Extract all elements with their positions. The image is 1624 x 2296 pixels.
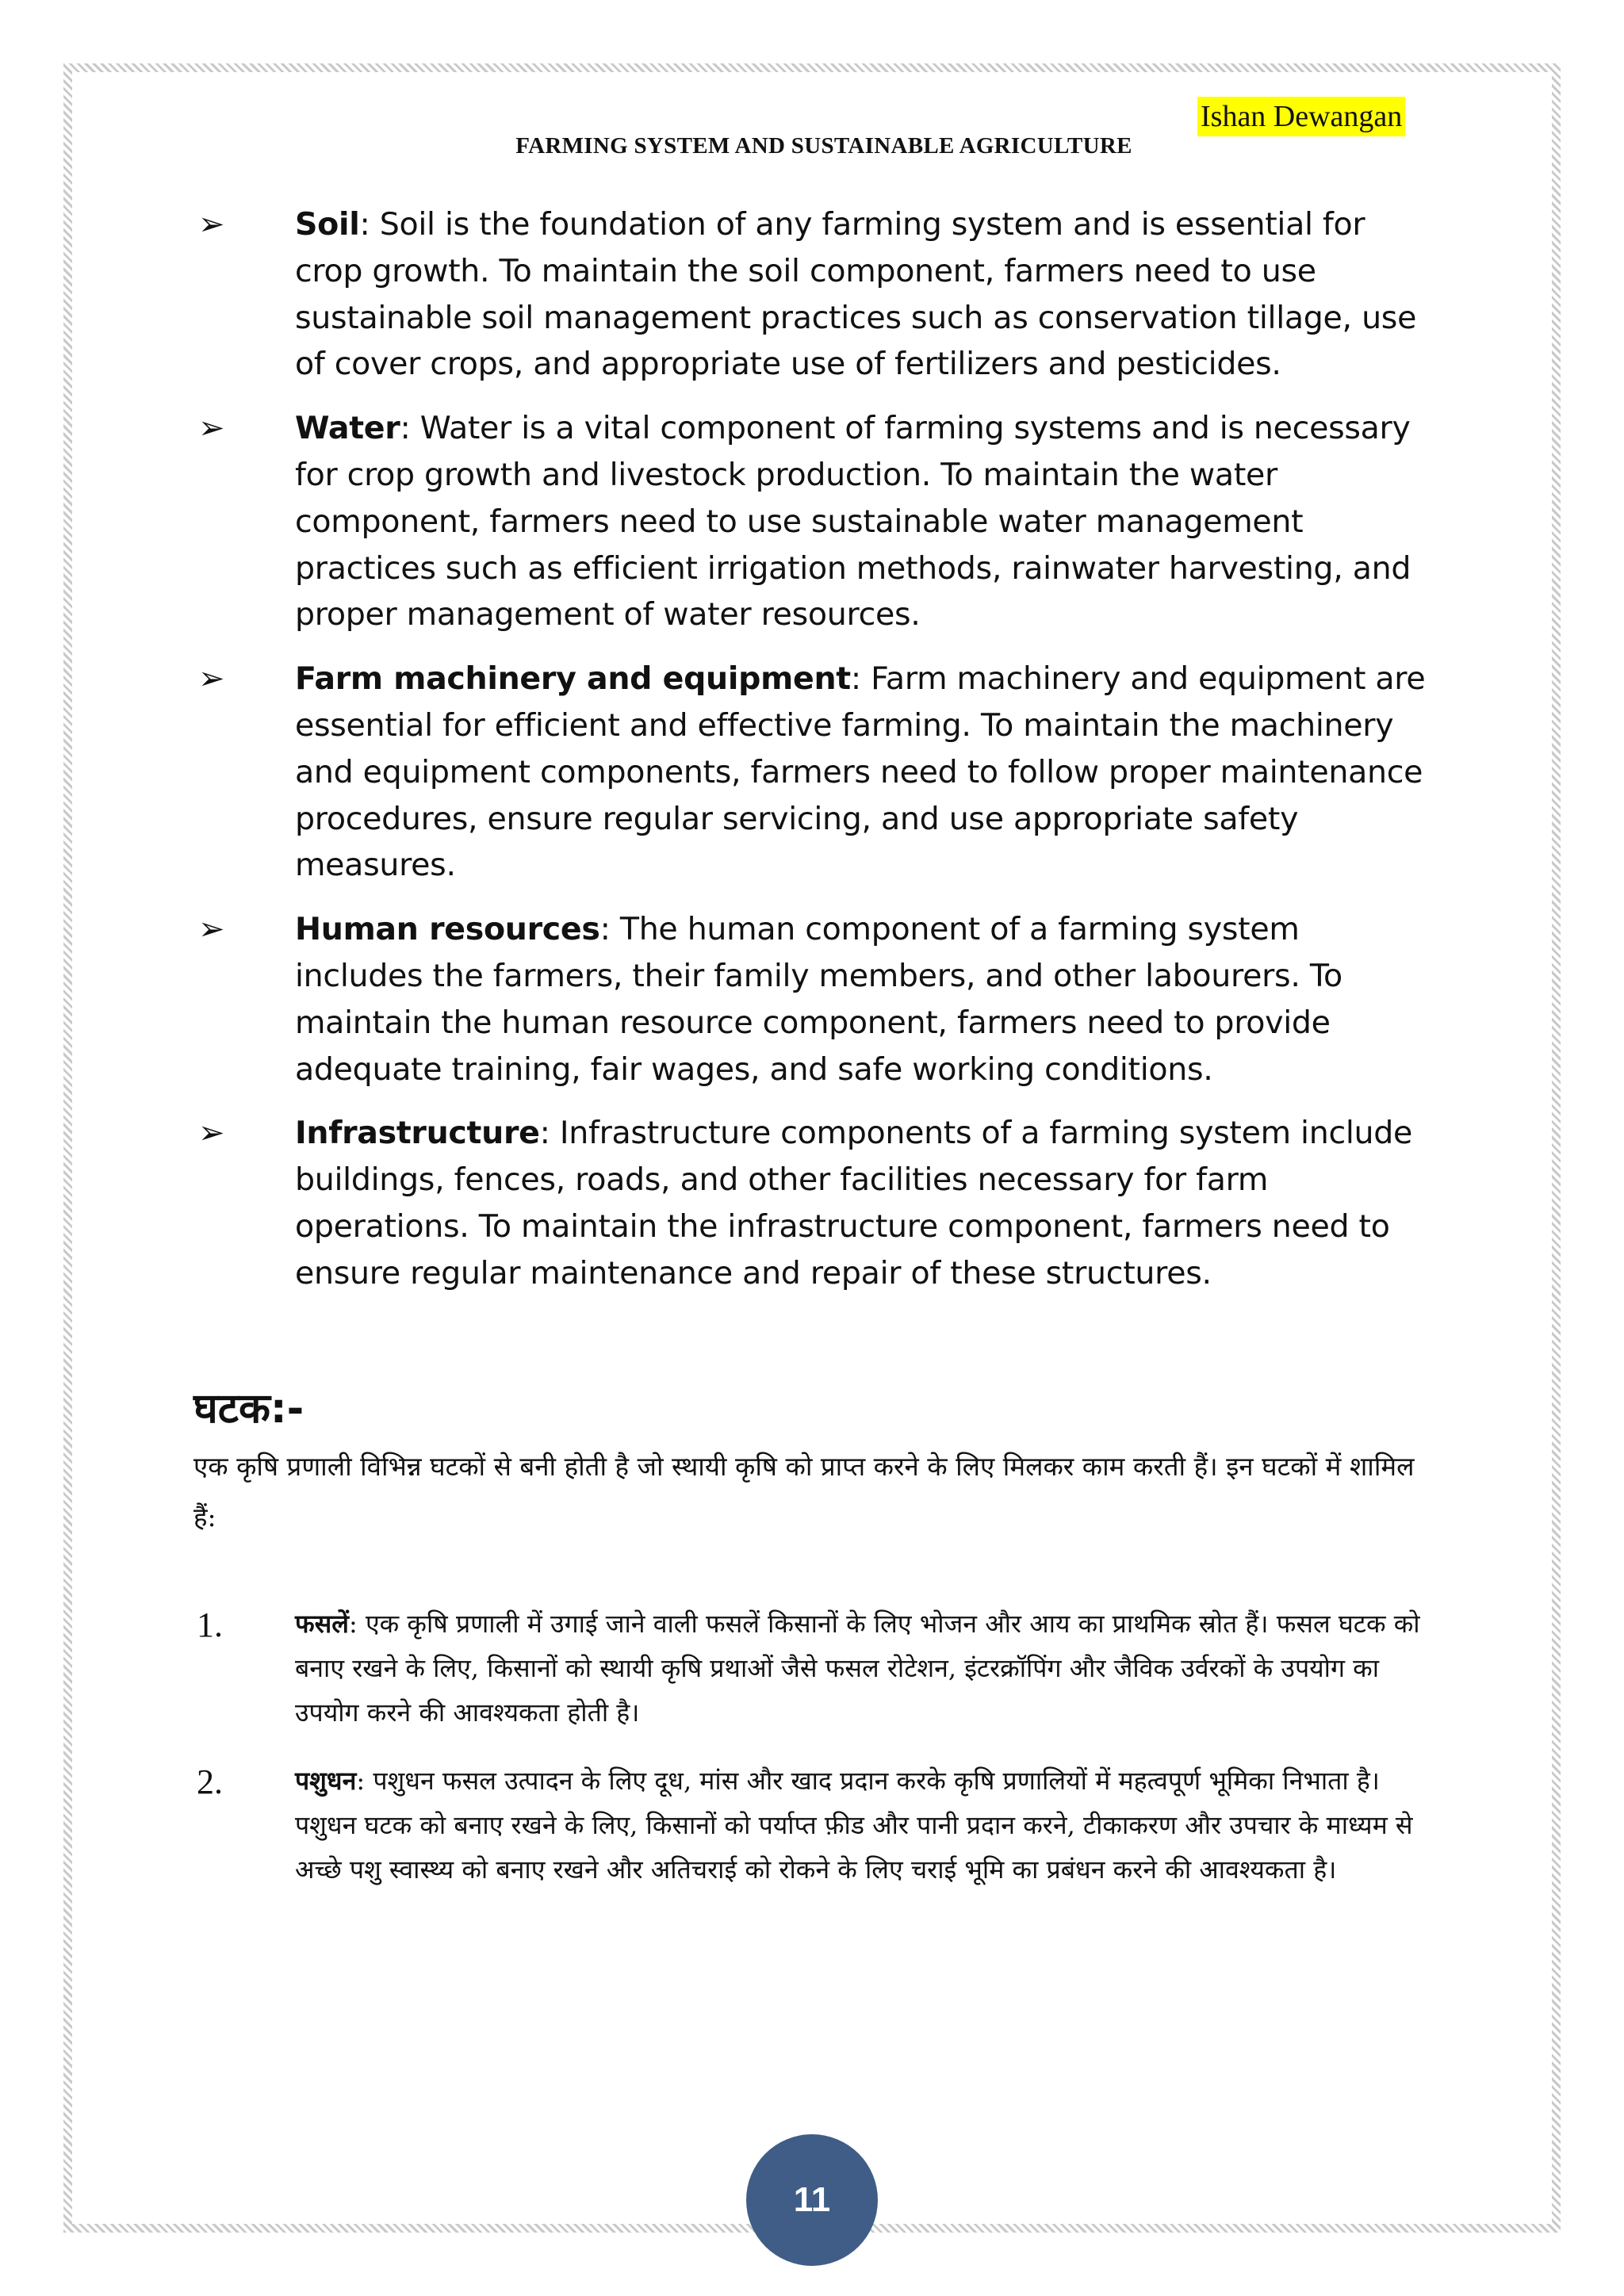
term-infrastructure: Infrastructure — [295, 1115, 540, 1152]
term-description: : Water is a vital component of farming systems and is necessary for crop growth and livestock production. To maintain the water component, farmers need to use sustainable water management practices such as efficient irrigation methods, rainwater harvesting, and proper management of water resources. — [295, 410, 1411, 633]
hindi-intro-paragraph: एक कृषि प्रणाली विभिन्न घटकों से बनी होती है जो स्थायी कृषि को प्राप्त करने के लिए मिलकर काम करती हैं। इन घटकों में शामिल हैं: — [193, 1451, 1415, 1533]
list-item — [0, 405, 1624, 638]
arrow-bullet-icon: ➢ — [198, 1115, 225, 1152]
list-item — [0, 656, 1624, 889]
document-title: FARMING SYSTEM AND SUSTAINABLE AGRICULTURE — [515, 133, 1132, 159]
page-number-badge — [746, 2134, 878, 2266]
english-component-list — [0, 201, 1624, 1314]
list-number: 1. — [197, 1605, 223, 1644]
list-item-text — [295, 405, 1437, 638]
term-livestock: पशुधन — [295, 1766, 357, 1796]
term-water: Water — [295, 410, 400, 447]
list-item — [0, 1758, 1624, 1892]
list-item-text — [295, 201, 1437, 388]
page-number: 11 — [793, 2180, 831, 2219]
term-human-resources: Human resources — [295, 911, 600, 948]
list-item-text — [295, 1758, 1437, 1892]
term-description: : Soil is the foundation of any farming system and is essential for crop growth. To maintain the soil component, farmers need to use sustainable soil management practices such as conservation tillage, use of cover crops, and appropriate use of fertilizers and pesticides. — [295, 206, 1417, 383]
term-description: : Farm machinery and equipment are essential for efficient and effective farming. To maintain the machinery and equipment components, farmers need to follow proper maintenance procedures, ensure regular servicing, and use appropriate safety measures. — [295, 660, 1426, 884]
arrow-bullet-icon: ➢ — [198, 660, 225, 698]
term-farm-machinery: Farm machinery and equipment — [295, 660, 851, 698]
list-item-text — [295, 656, 1437, 889]
term-description: : एक कृषि प्रणाली में उगाई जाने वाली फसलें किसानों के लिए भोजन और आय का प्राथमिक स्रोत हैं। फसल घटक को बनाए रखने के लिए, किसानों को स्थायी कृषि प्रथाओं जैसे फसल रोटेशन, इंटरक्रॉपिंग और जैविक उर्वरकों के उपयोग का उपयोग करने की आवश्यकता होती है। — [295, 1609, 1420, 1728]
list-item — [0, 906, 1624, 1093]
list-number: 2. — [197, 1762, 223, 1801]
arrow-bullet-icon: ➢ — [198, 410, 225, 447]
term-crops: फसलें — [295, 1609, 350, 1639]
hindi-numbered-list — [0, 1601, 1624, 1915]
term-description: : पशुधन फसल उत्पादन के लिए दूध, मांस और खाद प्रदान करके कृषि प्रणालियों में महत्वपूर्ण भूमिका निभाता है। पशुधन घटक को बनाए रखने के लिए, किसानों को पर्याप्त फ़ीड और पानी प्रदान करने, टीकाकरण और उपचार के माध्यम से अच्छे पशु स्वास्थ्य को बनाए रखने और अतिचराई को रोकने के लिए चराई भूमि का प्रबंधन करने की आवश्यकता है। — [295, 1766, 1413, 1885]
list-item-text — [295, 906, 1437, 1093]
list-item — [0, 1601, 1624, 1735]
term-description: : The human component of a farming system includes the farmers, their family members, and other labourers. To maintain the human resource component, farmers need to provide adequate training, fair wages, and safe working conditions. — [295, 911, 1342, 1088]
list-item — [0, 1110, 1624, 1296]
list-item-text — [295, 1601, 1437, 1735]
list-item-text — [295, 1110, 1437, 1296]
arrow-bullet-icon: ➢ — [198, 206, 225, 243]
hindi-section-heading: घटक:- — [193, 1385, 304, 1433]
term-description: : Infrastructure components of a farming system include buildings, fences, roads, and other facilities necessary for farm operations. To maintain the infrastructure component, farmers need to ensure regular maintenance and repair of these structures. — [295, 1115, 1413, 1292]
arrow-bullet-icon: ➢ — [198, 911, 225, 948]
term-soil: Soil — [295, 206, 360, 243]
author-name: Ishan Dewangan — [1197, 97, 1405, 136]
list-item — [0, 201, 1624, 388]
